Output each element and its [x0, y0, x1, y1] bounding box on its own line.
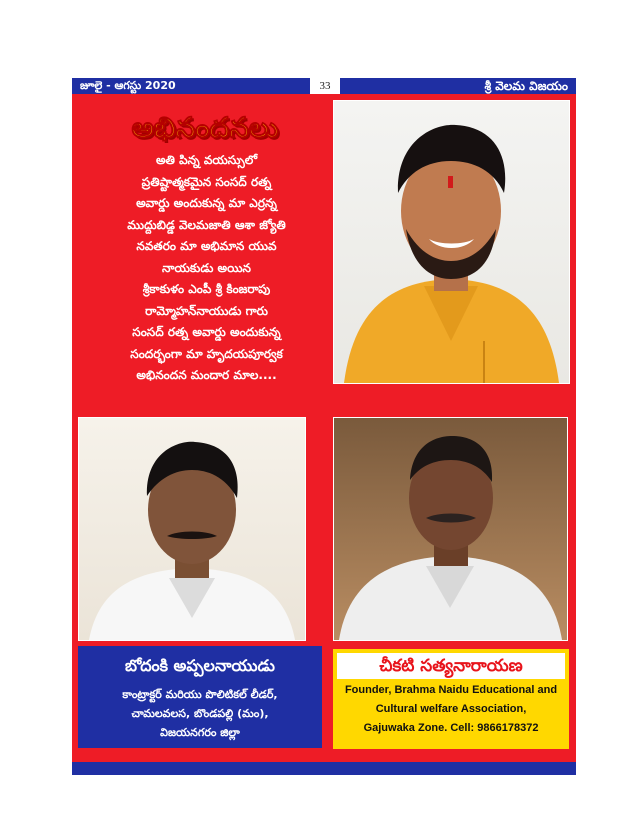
message-line: ముద్దుబిడ్డ వెలమజాతి ఆశా జ్యోతి [127, 217, 286, 232]
greeting-message [84, 150, 329, 387]
right-person-line: Founder, Brahma Naidu Educational and [344, 684, 558, 696]
message-line: రామ్మోహన్‌నాయుడు గారు [145, 303, 268, 318]
message-line: నాయకుడు అయిన [162, 260, 251, 275]
issue-date: జూలై - ఆగస్టు 2020 [80, 79, 176, 92]
right-person-name: చీకటి సత్యనారాయణ [337, 653, 565, 679]
bottom-blue-bar [72, 762, 576, 775]
left-person-caption [78, 646, 322, 748]
left-person-line: చామలవలస, బొండపల్లి (మం), [131, 707, 269, 720]
portrait-photo-main [333, 100, 570, 384]
portrait-photo-left [78, 417, 306, 641]
magazine-title: శ్రీ వెలమ విజయం [484, 79, 568, 93]
left-person-line: విజయనగరం జిల్లా [160, 726, 240, 739]
message-line: ప్రతిష్టాత్మకమైన సంసద్ రత్న [141, 174, 272, 189]
message-line: శ్రీకాకుళం ఎంపీ శ్రీ కింజరాపు [142, 282, 271, 296]
right-person-caption [333, 649, 569, 749]
message-line: అతి పిన్న వయస్సులో [155, 153, 258, 167]
message-line: సంసద్ రత్న అవార్డు అందుకున్న [132, 325, 281, 339]
right-person-line: Cultural welfare Association, [375, 703, 527, 715]
message-line: అవార్డు అందుకున్న మా ఎర్రన్న [136, 196, 277, 210]
right-person-line: Gajuwaka Zone. Cell: 9866178372 [363, 722, 539, 734]
message-line: అభినందన మందార మాల.... [136, 368, 277, 382]
left-person-name: బోదంకి అప్పలనాయుడు [125, 656, 275, 675]
right-person-details [337, 681, 565, 738]
portrait-photo-right [333, 417, 568, 641]
message-line: సందర్భంగా మా హృదయపూర్వక [130, 346, 283, 361]
page-number: 33 [310, 77, 340, 95]
greeting-heading: అభినందనలు [131, 111, 279, 144]
page-header [72, 78, 576, 94]
message-line: నవతరం మా అభిమాన యువ [136, 239, 277, 253]
left-person-line: కాంట్రాక్టర్ మరియు పొలిటికల్ లీడర్, [122, 688, 278, 701]
